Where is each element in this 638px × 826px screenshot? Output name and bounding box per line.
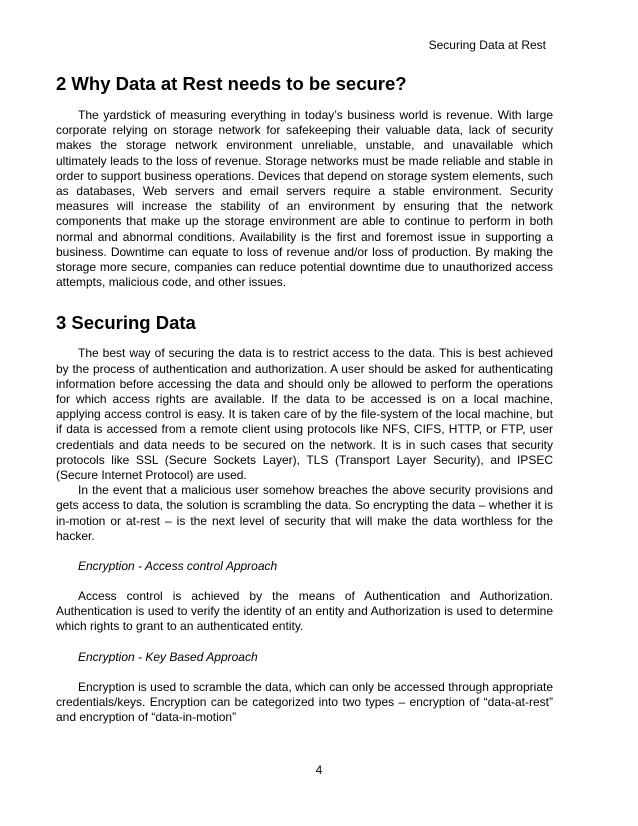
subsection-access-control-paragraph: Access control is achieved by the means of Authentication and Authorization. Authentication is used to verify the identity of an entity and Authorization is used to determine which rights to grant to an authenticated entity. <box>56 589 553 634</box>
page-body <box>56 72 553 725</box>
section-3-heading: 3 Securing Data <box>56 312 196 334</box>
page-number: 4 <box>315 763 323 777</box>
section-2-paragraph: The yardstick of measuring everything in today’s business world is revenue. With large corporate relying on storage network for safekeeping their valuable data, lack of security makes the storage network environment unreliable, unstable, and unavailable which ultimately leads to the loss of revenue. Storage networks must be made reliable and stable in order to support business operations. Devices that depend on storage system elements, such as databases, Web servers and email servers require a stable environment. Security measures will increase the stability of an environment by ensuring that the network components that make up the storage environment are able to continue to perform in both normal and abnormal conditions. Availability is the first and foremost issue in supporting a business. Downtime can equate to loss of revenue and/or loss of production. By making the storage more secure, companies can reduce potential downtime due to unauthorized access attempts, malicious code, and other issues. <box>56 108 553 290</box>
subsection-key-based-heading: Encryption - Key Based Approach <box>78 649 258 664</box>
section-3-paragraph-2: In the event that a malicious user somehow breaches the above security provisions and gets access to data, the solution is scrambling the data. So encrypting the data – whether it is in-motion or at-rest – is the next level of security that will make the data worthless for the hacker. <box>56 483 553 543</box>
subsection-key-based-paragraph: Encryption is used to scramble the data, which can only be accessed through appropriate credentials/keys. Encryption can be categorized into two types – encryption of “data-at-rest” and encryption of “data-in-motion” <box>56 679 553 725</box>
running-header: Securing Data at Rest <box>428 38 546 52</box>
section-3-paragraph-1: The best way of securing the data is to restrict access to the data. This is best achieved by the process of authentication and authorization. A user should be asked for authenticating information before accessing the data and should only be allowed to perform the operations for which access rights are available. If the data to be accessed is on a local machine, applying access control is easy. It is taken care of by the file-system of the local machine, but if data is accessed from a remote client using protocols like NFS, CIFS, HTTP, or FTP, user credentials and data needs to be secured on the network. It is in such cases that security protocols like SSL (Secure Sockets Layer), TLS (Transport Layer Security), and IPSEC (Secure Internet Protocol) are used. <box>56 346 553 483</box>
subsection-access-control-heading: Encryption - Access control Approach <box>78 559 278 574</box>
section-2-heading: 2 Why Data at Rest needs to be secure? <box>56 73 407 94</box>
